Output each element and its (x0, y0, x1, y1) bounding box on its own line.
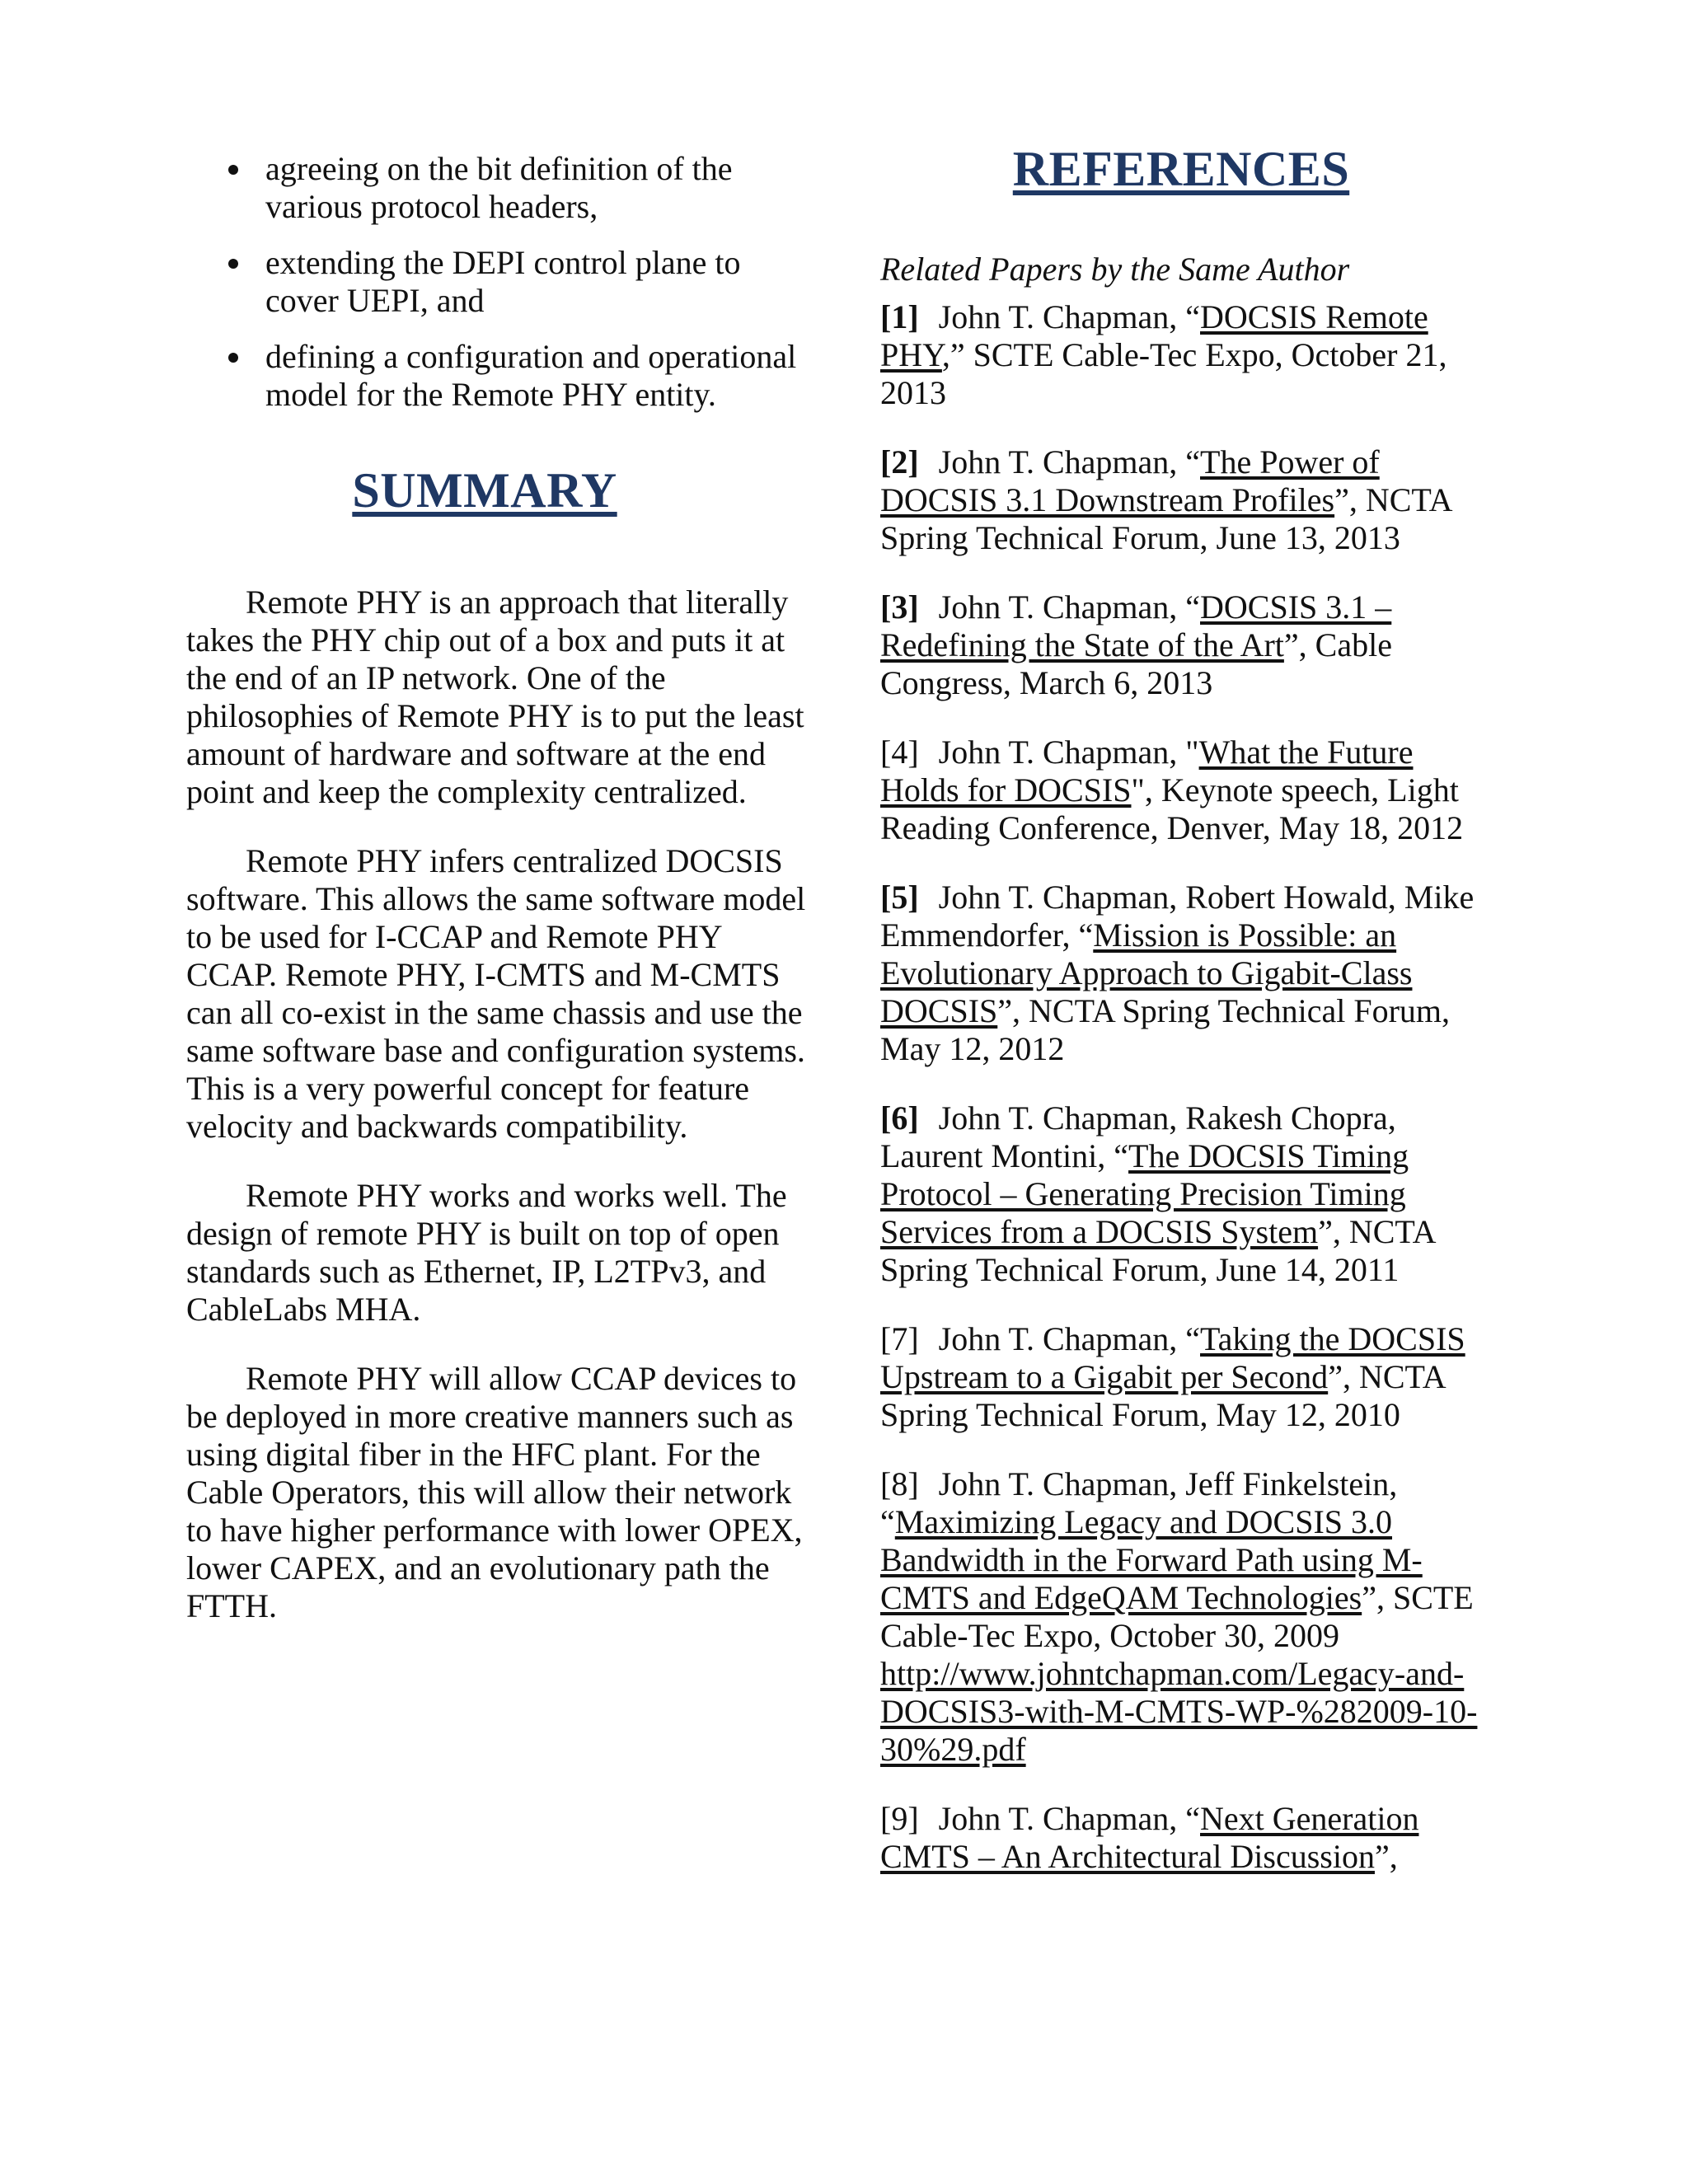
reference-venue: ”, Cable Congress, March 6, 2013 (880, 626, 1392, 701)
reference-item (880, 298, 1490, 412)
reference-item (880, 443, 1490, 557)
references-subheading: Related Papers by the Same Author (880, 251, 1350, 288)
reference-item (880, 1320, 1490, 1434)
right-column (880, 142, 1490, 1907)
reference-authors: John T. Chapman, Rakesh Chopra, Laurent Montini, “ (880, 1099, 1396, 1174)
reference-authors: John T. Chapman, “ (938, 298, 1201, 335)
summary-paragraph: Remote PHY will allow CCAP devices to be deployed in more creative manners such as using digital fiber in the HFC plant. For the Cable Operators, this will allow their network to have higher performance with lower OPEX, lower CAPEX, and an evolutionary path the FTTH. (186, 1360, 803, 1624)
reference-title-link[interactable]: Next Generation CMTS – An Architectural Discussion (880, 1800, 1419, 1875)
reference-item (880, 1099, 1490, 1289)
reference-title-link[interactable]: What the Future Holds for DOCSIS (880, 733, 1414, 808)
reference-title-link[interactable]: The DOCSIS Timing Protocol – Generating Precision Timing Services from a DOCSIS System (880, 1137, 1409, 1250)
bullet-dot-icon (228, 353, 238, 363)
summary-heading: SUMMARY (352, 463, 617, 518)
bullet-item (186, 244, 813, 320)
bullet-text: extending the DEPI control plane to cover UEPI, and (265, 244, 741, 319)
summary-paragraph: Remote PHY is an approach that literally takes the PHY chip out of a box and puts it at the end of an IP network. One of the philosophies of Remote PHY is to put the least amount of hardware and software at the end point and keep the complexity centralized. (186, 583, 804, 810)
reference-number: [9] (880, 1800, 919, 1837)
reference-venue: ”, NCTA Spring Technical Forum, May 12, 2012 (880, 992, 1451, 1067)
reference-venue: ”, (1374, 1838, 1398, 1875)
reference-venue: ", Keynote speech, Light Reading Conference, Denver, May 18, 2012 (880, 771, 1464, 846)
reference-title-link[interactable]: Mission is Possible: an Evolutionary Approach to Gigabit-Class DOCSIS (880, 916, 1413, 1029)
reference-number: [6] (880, 1099, 919, 1137)
reference-authors: John T. Chapman, “ (938, 588, 1201, 626)
reference-authors: John T. Chapman, Jeff Finkelstein, “ (880, 1465, 1398, 1540)
bullet-item (186, 338, 813, 414)
bullet-list (186, 150, 813, 414)
bullet-item (186, 150, 813, 226)
reference-number: [3] (880, 588, 919, 626)
reference-number: [2] (880, 443, 919, 480)
reference-title-link[interactable]: Taking the DOCSIS Upstream to a Gigabit per Second (880, 1320, 1465, 1395)
reference-number: [1] (880, 298, 919, 335)
reference-authors: John T. Chapman, “ (938, 1320, 1201, 1357)
reference-venue: ”, SCTE Cable-Tec Expo, October 30, 2009 (880, 1579, 1474, 1654)
reference-item (880, 879, 1490, 1068)
reference-item (880, 733, 1490, 847)
reference-number: [5] (880, 879, 919, 916)
reference-venue: ”, NCTA Spring Technical Forum, June 14, 2011 (880, 1213, 1435, 1288)
reference-authors: John T. Chapman, “ (938, 443, 1201, 480)
reference-title-link[interactable]: DOCSIS Remote PHY (880, 298, 1428, 373)
bullet-text: defining a configuration and operational model for the Remote PHY entity. (265, 338, 797, 413)
reference-venue: ”, NCTA Spring Technical Forum, May 12, 2010 (880, 1358, 1445, 1433)
reference-item (880, 1800, 1490, 1876)
bullet-text: agreeing on the bit definition of the various protocol headers, (265, 150, 733, 225)
bullet-dot-icon (228, 165, 238, 175)
reference-number: [8] (880, 1465, 919, 1502)
left-column (186, 150, 813, 1657)
reference-venue: ,” SCTE Cable-Tec Expo, October 21, 2013 (880, 336, 1447, 411)
reference-authors: John T. Chapman, " (938, 733, 1199, 771)
reference-title-link[interactable]: DOCSIS 3.1 – Redefining the State of the Art (880, 588, 1392, 663)
summary-paragraph: Remote PHY infers centralized DOCSIS software. This allows the same software model to be used for I-CCAP and Remote PHY CCAP. Remote PHY, I-CMTS and M-CMTS can all co-exist in the same chassis and use the same software base and configuration systems. This is a very powerful concept for feature velocity and backwards compatibility. (186, 842, 806, 1145)
reference-item (880, 588, 1490, 702)
reference-item (880, 1465, 1490, 1769)
reference-authors: John T. Chapman, Robert Howald, Mike Emmendorfer, “ (880, 879, 1475, 954)
reference-url-link[interactable]: http://www.johntchapman.com/Legacy-and-DOCSIS3-with-M-CMTS-WP-%282009-10-30%29.pdf (880, 1655, 1478, 1768)
reference-venue: ”, NCTA Spring Technical Forum, June 13, 2013 (880, 481, 1451, 556)
summary-paragraph: Remote PHY works and works well. The design of remote PHY is built on top of open standards such as Ethernet, IP, L2TPv3, and CableLabs MHA. (186, 1177, 787, 1328)
reference-number: [4] (880, 733, 919, 771)
references-heading: REFERENCES (1012, 142, 1350, 196)
reference-authors: John T. Chapman, “ (938, 1800, 1201, 1837)
reference-title-link[interactable]: The Power of DOCSIS 3.1 Downstream Profiles (880, 443, 1380, 518)
reference-title-link[interactable]: Maximizing Legacy and DOCSIS 3.0 Bandwidth in the Forward Path using M-CMTS and EdgeQAM Technologies (880, 1503, 1423, 1616)
reference-number: [7] (880, 1320, 919, 1357)
bullet-dot-icon (228, 259, 238, 269)
